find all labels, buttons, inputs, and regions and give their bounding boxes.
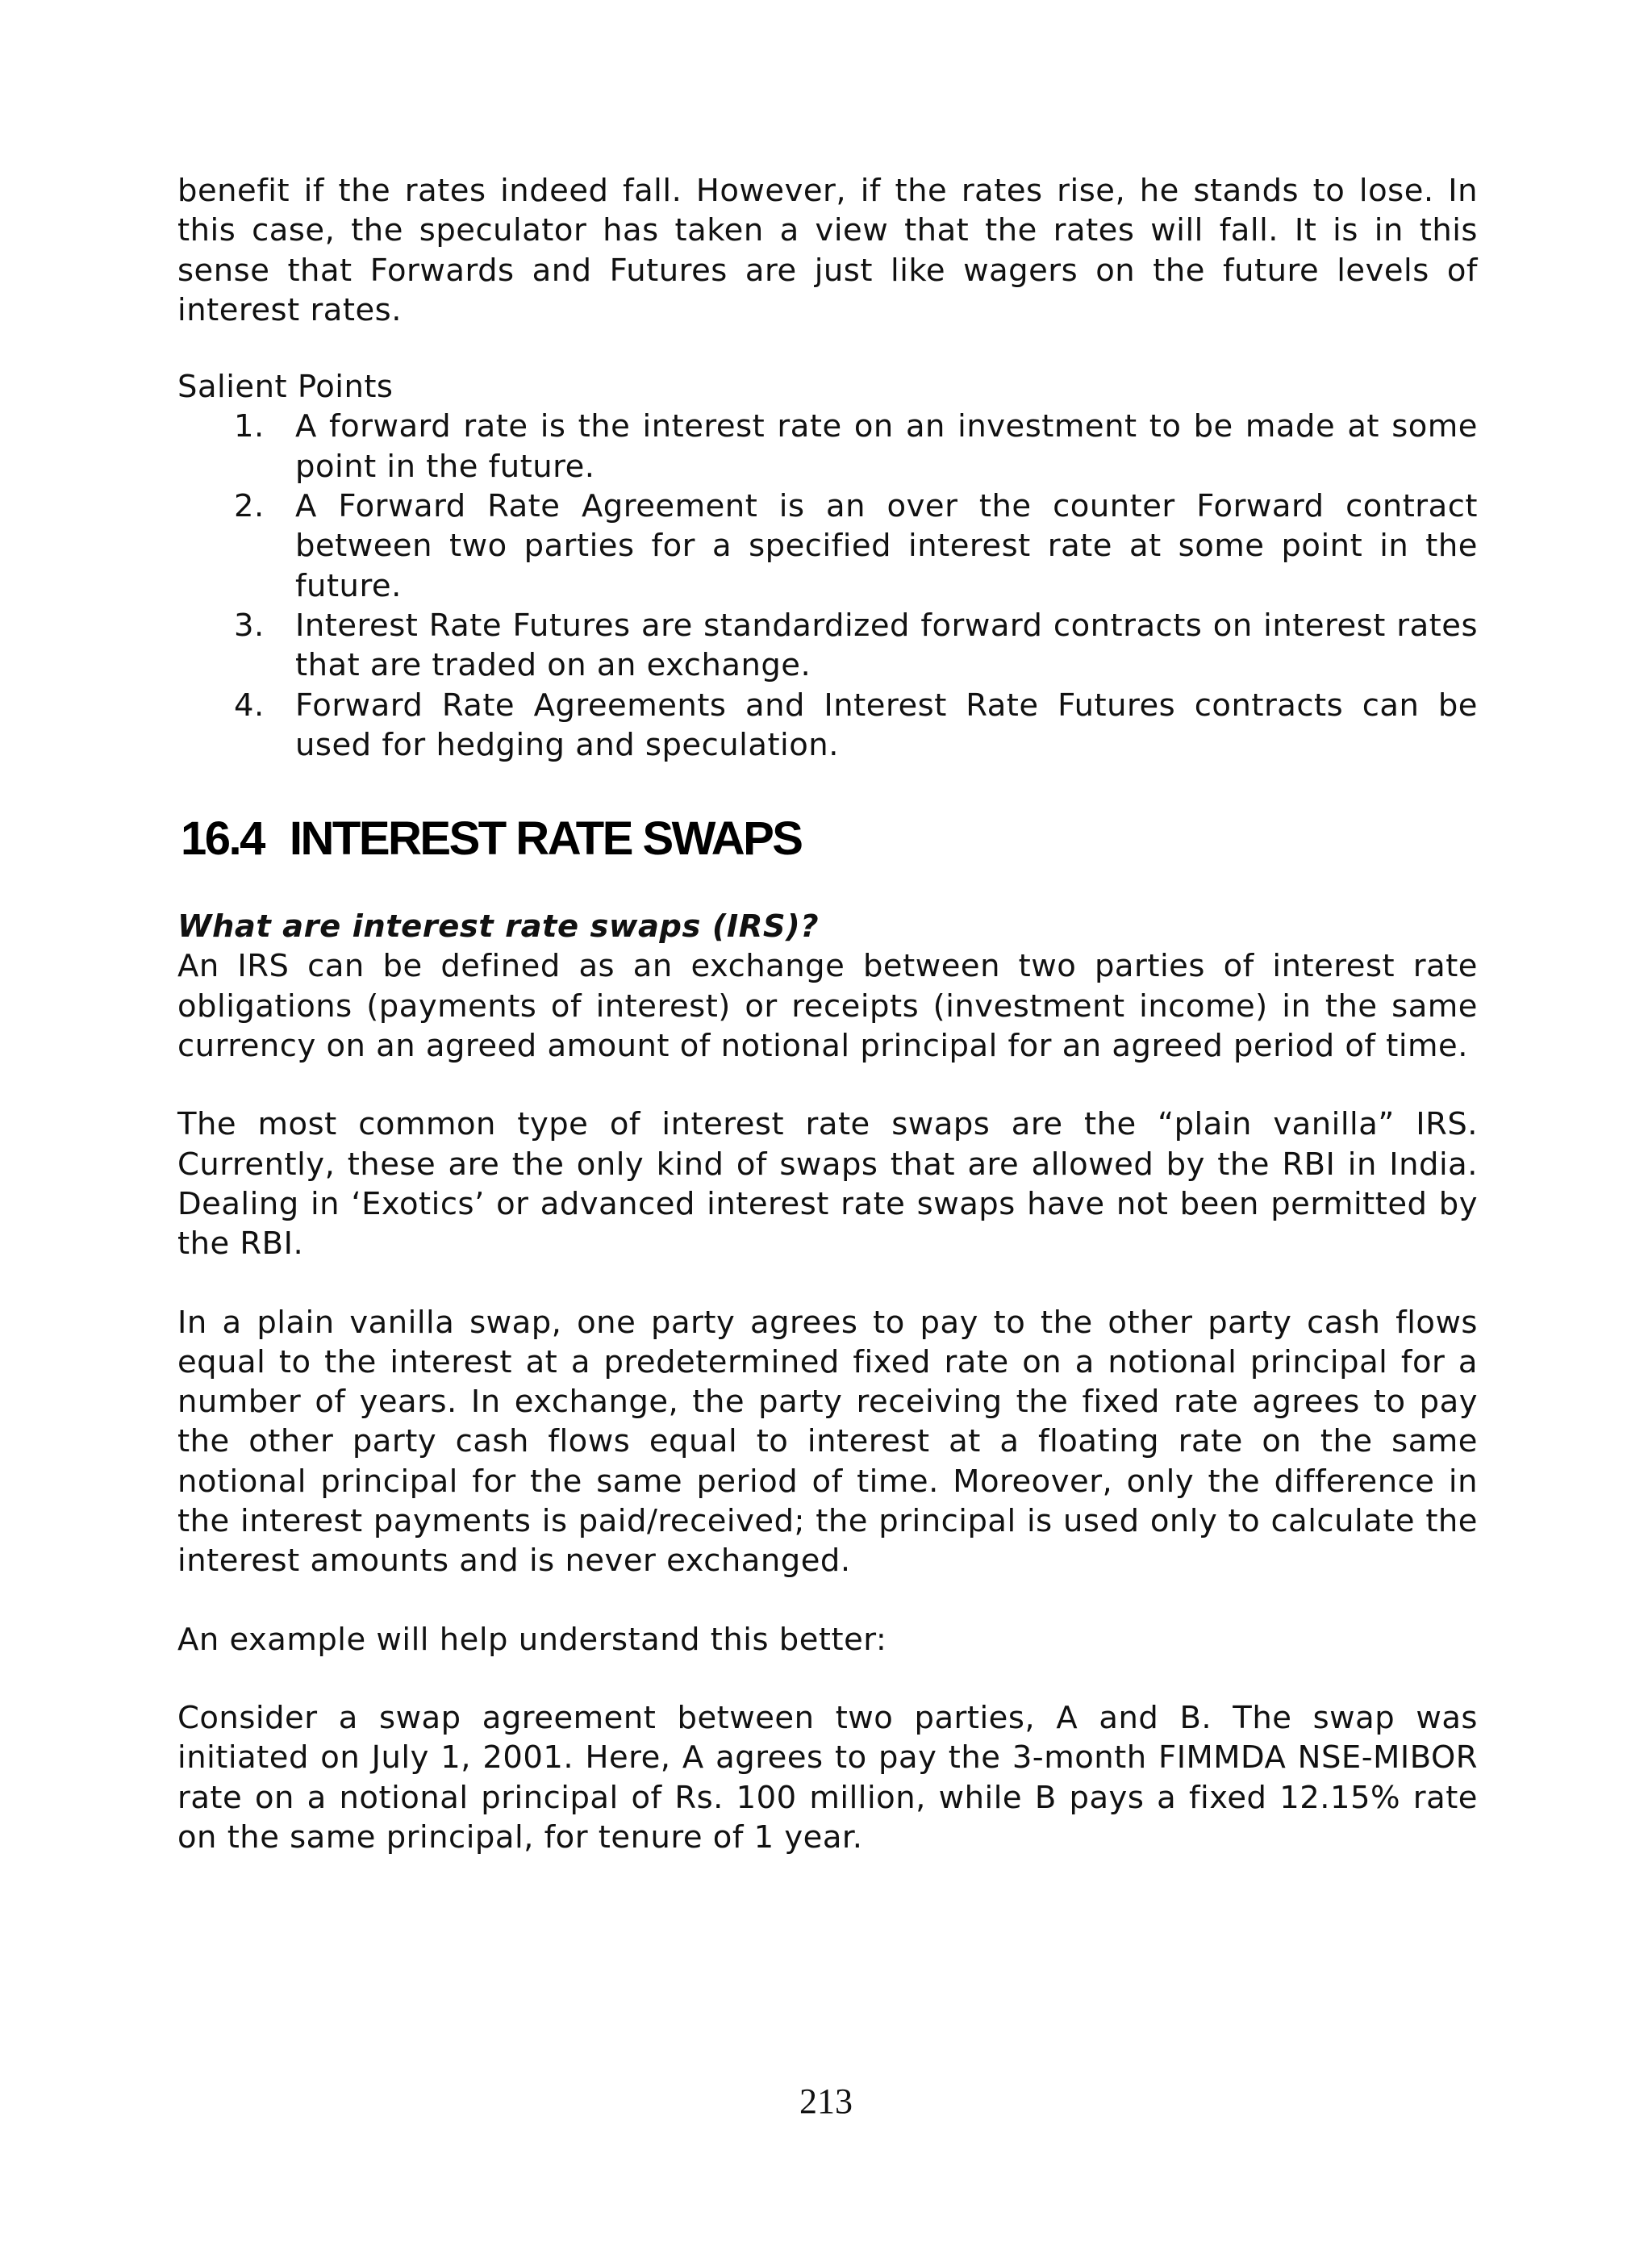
section-title: INTEREST RATE SWAPS	[289, 812, 802, 866]
list-item-text: A Forward Rate Agreement is an over the counter Forward contract between two parties for a specified interest rate at some point in the future.	[295, 488, 1478, 604]
spacer	[177, 1581, 1478, 1620]
list-item-text: Forward Rate Agreements and Interest Rate Futures contracts can be used for hedging and speculation.	[295, 687, 1478, 763]
irs-question-heading: What are interest rate swaps (IRS)?	[177, 908, 820, 946]
page-number: 213	[799, 2081, 853, 2121]
example-intro-paragraph: An example will help understand this better:	[177, 1621, 887, 1658]
list-item-number: 3.	[234, 607, 265, 644]
list-item-text: A forward rate is the interest rate on an investment to be made at some point in the future.	[295, 408, 1478, 485]
section-number: 16.4	[181, 812, 264, 866]
plain-vanilla-paragraph: The most common type of interest rate swaps are the “plain vanilla” IRS. Currently, these are the only kind of swaps that are allowed by the RBI in India. Dealing in ‘Exotics’ or advanced interest rate swaps have not been permitted by the RBI.	[177, 1106, 1478, 1263]
salient-points-label: Salient Points	[177, 369, 394, 406]
irs-definition-paragraph: An IRS can be defined as an exchange between two parties of interest rate obligations (payments of interest) or receipts (investment income) in the same currency on an agreed amount of notional principal for an agreed period of time.	[177, 948, 1478, 1065]
list-item	[177, 606, 1478, 686]
example-paragraph: Consider a swap agreement between two parties, A and B. The swap was initiated on July 1, 2001. Here, A agrees to pay the 3-month FIMMDA NSE-MIBOR rate on a notional principal of Rs. 100 million, while B pays a fixed 12.15% rate on the same principal, for tenure of 1 year.	[177, 1699, 1478, 1856]
list-item-number: 1.	[234, 408, 265, 445]
list-item-text: Interest Rate Futures are standardized forward contracts on interest rates that are traded on an exchange.	[295, 607, 1478, 684]
spacer	[177, 1264, 1478, 1303]
list-item	[177, 407, 1478, 486]
page-body	[177, 171, 1478, 1857]
list-item-number: 4.	[234, 687, 265, 724]
salient-points-list	[177, 407, 1478, 765]
spacer	[177, 330, 1478, 367]
plain-vanilla-swap-paragraph: In a plain vanilla swap, one party agrees to pay to the other party cash flows equal to the interest at a predetermined fixed rate on a notional principal for a number of years. In exchange, the party receiving the fixed rate agrees to pay the other party cash flows equal to interest at a floating rate on the same notional principal for the same period of time. Moreover, only the difference in the interest payments is paid/received; the principal is used only to calculate the interest amounts and is never exchanged.	[177, 1304, 1478, 1580]
list-item	[177, 686, 1478, 766]
section-heading	[181, 807, 1478, 871]
list-item	[177, 486, 1478, 606]
spacer	[177, 1066, 1478, 1104]
spacer	[177, 1660, 1478, 1698]
list-item-number: 2.	[234, 488, 265, 525]
intro-paragraph: benefit if the rates indeed fall. However, if the rates rise, he stands to lose. In this case, the speculator has taken a view that the rates will fall. It is in this sense that Forwards and Futures are just like wagers on the future levels of interest rates.	[177, 173, 1478, 328]
